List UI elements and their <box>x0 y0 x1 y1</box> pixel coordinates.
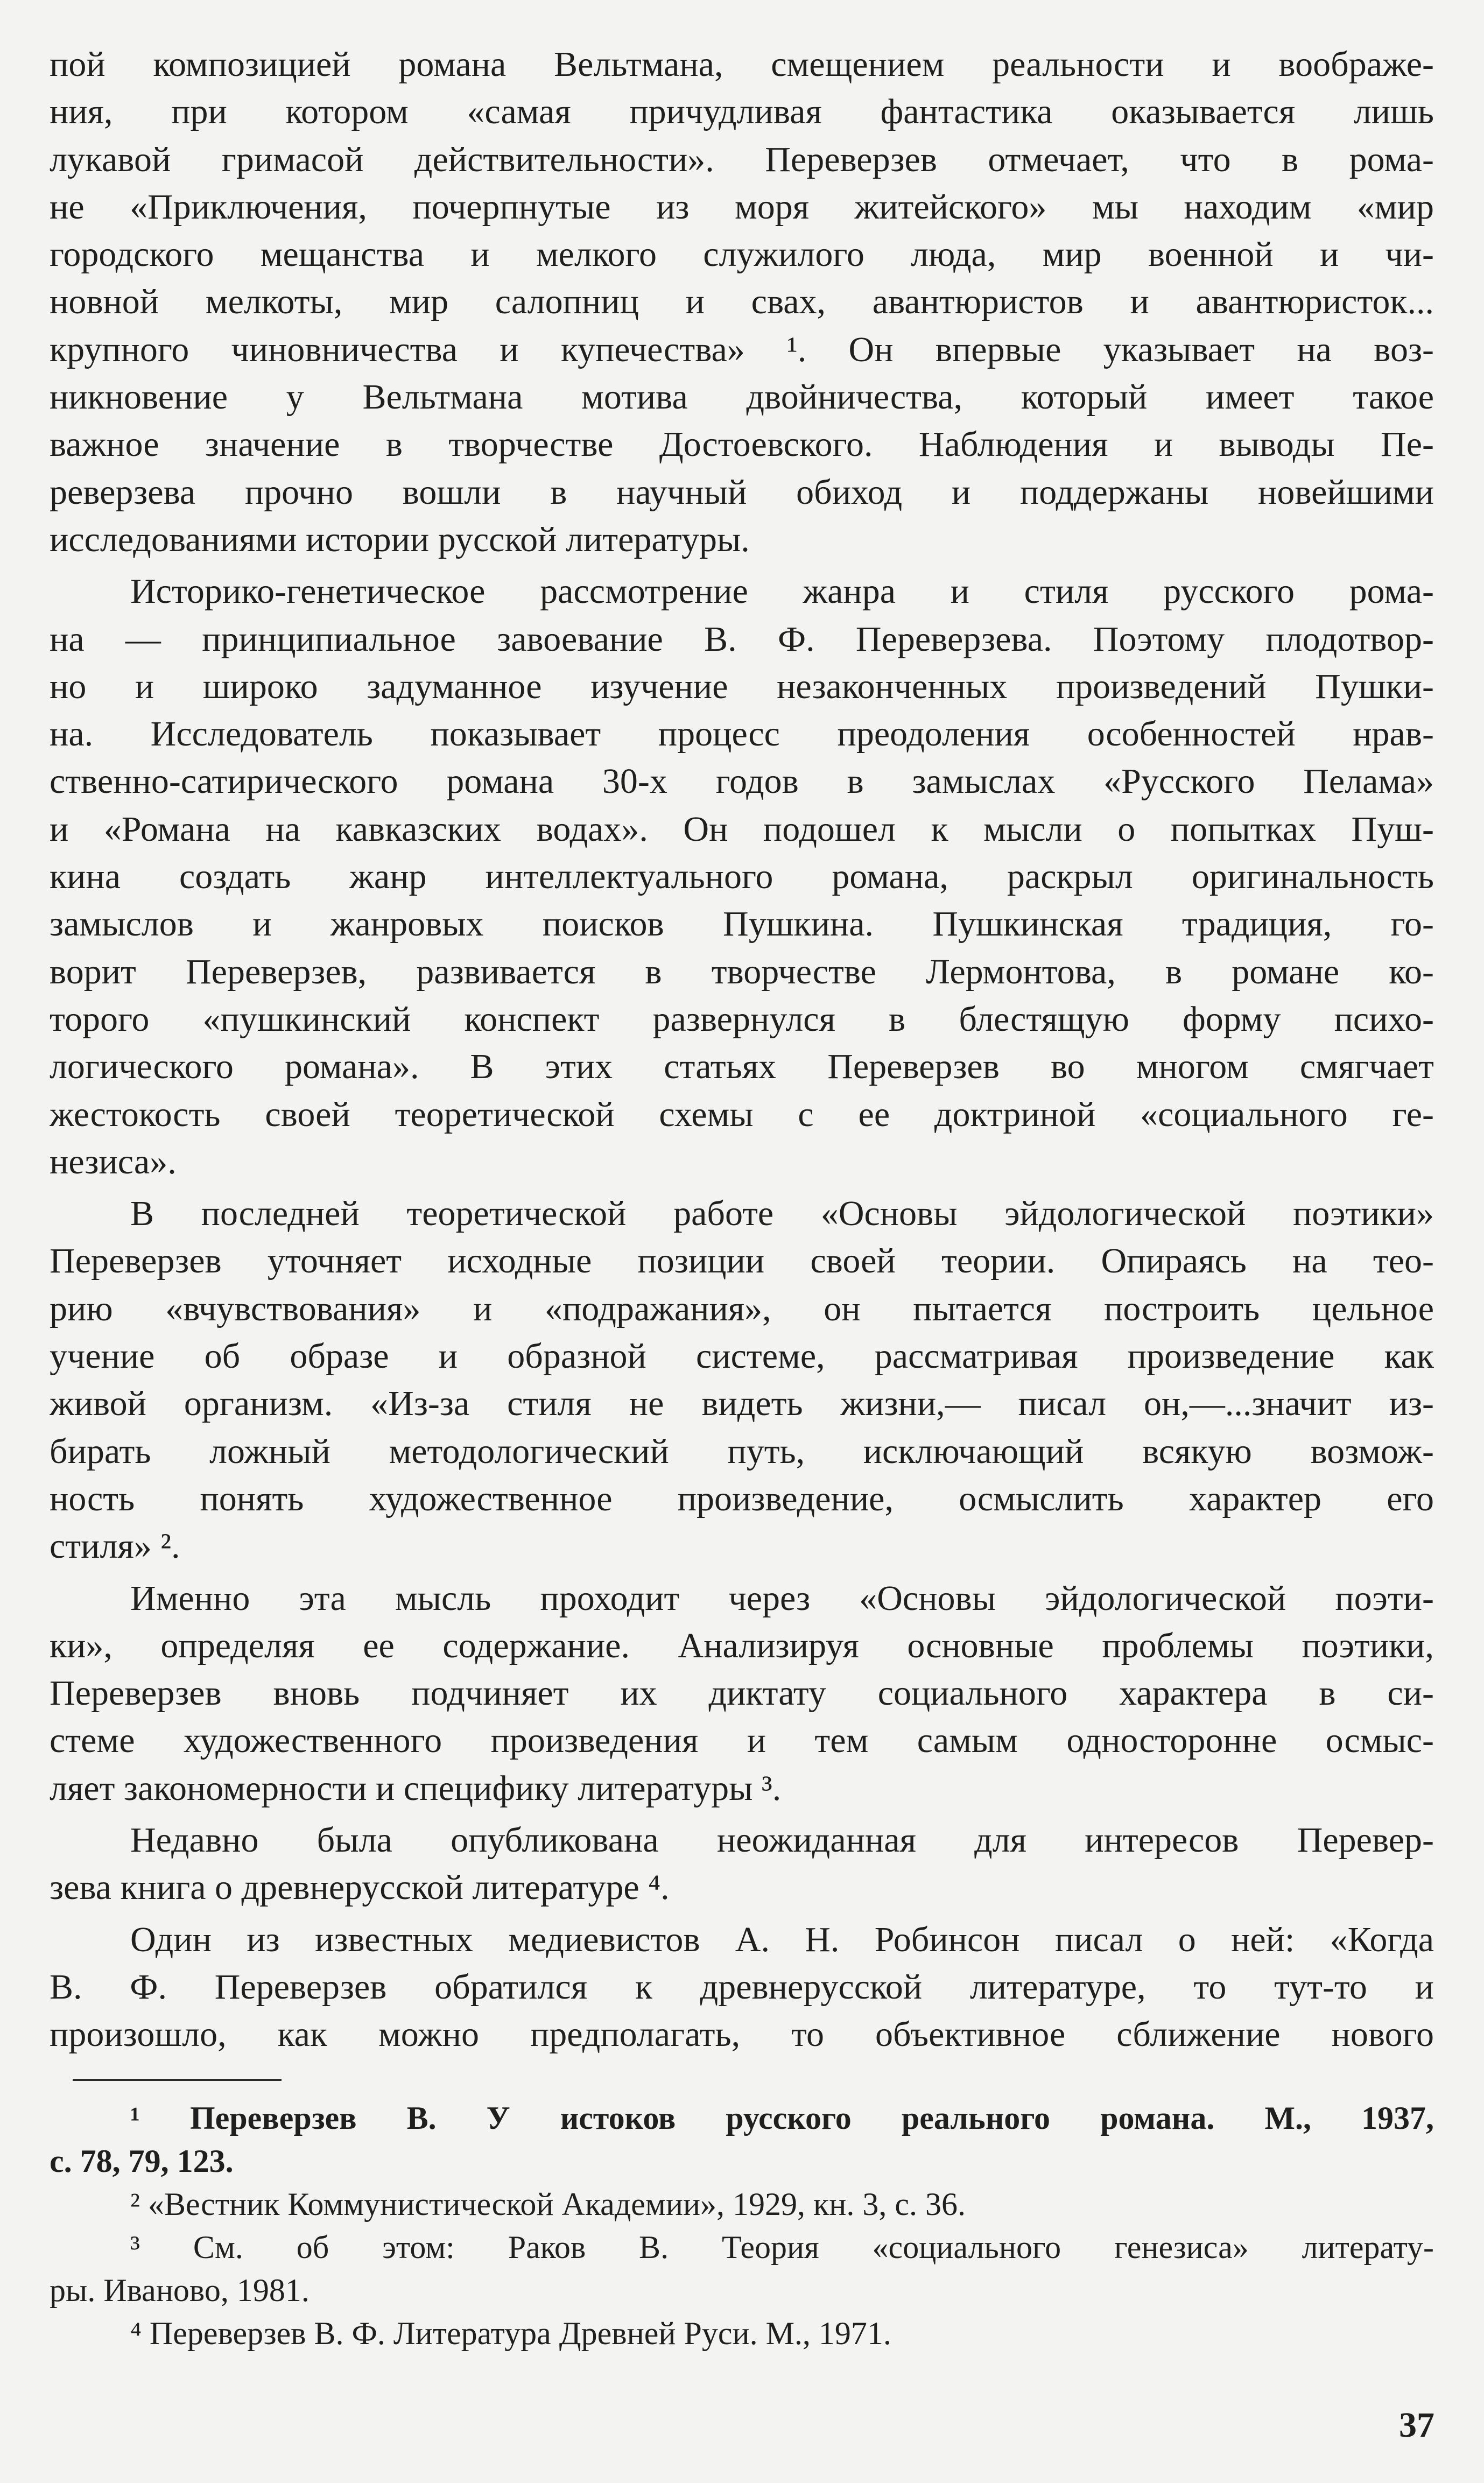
page-number: 37 <box>1399 2405 1434 2445</box>
text-line: бирать ложный методологический путь, исключающий всякую возмож- <box>50 1431 1434 1471</box>
text-line: лукавой гримасой действительности». Переверзев отмечает, что в рома- <box>50 139 1434 179</box>
text-line: Именно эта мысль проходит через «Основы эйдологической поэти- <box>130 1578 1434 1618</box>
text-line: рию «вчувствования» и «подражания», он пытается построить цельное <box>50 1289 1434 1328</box>
text-line: ственно-сатирического романа 30-х годов в замыслах «Русского Пелама» <box>50 762 1434 801</box>
paragraph <box>50 568 1434 1186</box>
text-line: реверзева прочно вошли в научный обиход и поддержаны новейшими <box>50 472 1434 512</box>
text-line: никновение у Вельтмана мотива двойничества, который имеет такое <box>50 377 1434 417</box>
footnote-divider <box>73 2079 282 2081</box>
text-line: логического романа». В этих статьях Переверзев во многом смягчает <box>50 1047 1434 1087</box>
text-line: Один из известных медиевистов А. Н. Робинсон писал о ней: «Когда <box>130 1919 1434 1959</box>
text-line: произошло, как можно предполагать, то объективное сближение нового <box>50 2015 1434 2055</box>
text-line: городского мещанства и мелкого служилого люда, мир военной и чи- <box>50 235 1434 275</box>
paragraph <box>50 41 1434 564</box>
footnote-line: ры. Иваново, 1981. <box>50 2273 310 2308</box>
paragraph <box>50 1817 1434 1912</box>
text-line: стеме художественного произведения и тем самым односторонне осмыс- <box>50 1721 1434 1761</box>
text-line: ность понять художественное произведение, осмыслить характер его <box>50 1479 1434 1518</box>
text-line: на. Исследователь показывает процесс преодоления особенностей нрав- <box>50 714 1434 754</box>
text-line: важное значение в творчестве Достоевского. Наблюдения и выводы Пе- <box>50 425 1434 465</box>
text-line: ворит Переверзев, развивается в творчестве Лермонтова, в романе ко- <box>50 952 1434 991</box>
text-line: стиля» ². <box>50 1527 180 1566</box>
text-line: живой организм. «Из-за стиля не видеть жизни,— писал он,—...значит из- <box>50 1384 1434 1424</box>
text-line: замыслов и жанровых поисков Пушкина. Пушкинская традиция, го- <box>50 904 1434 944</box>
text-line: незиса». <box>50 1142 177 1181</box>
footnote-line: ² «Вестник Коммунистической Академии», 1929, кн. 3, с. 36. <box>130 2186 966 2222</box>
text-line: кина создать жанр интеллектуального романа, раскрыл оригинальность <box>50 857 1434 897</box>
text-line: Переверзев вновь подчиняет их диктату социального характера в си- <box>50 1673 1434 1713</box>
text-line: на — принципиальное завоевание В. Ф. Переверзева. Поэтому плодотвор- <box>50 619 1434 659</box>
text-line: крупного чиновничества и купечества» ¹. Он впервые указывает на воз- <box>50 329 1434 369</box>
text-line: новной мелкоты, мир салопниц и свах, авантюристов и авантюристок... <box>50 282 1434 322</box>
text-line: Недавно была опубликована неожиданная для интересов Перевер- <box>130 1820 1434 1860</box>
text-line: учение об образе и образной системе, рассматривая произведение как <box>50 1337 1434 1376</box>
text-line: зева книга о древнерусской литературе ⁴. <box>50 1868 670 1908</box>
text-line: Историко-генетическое рассмотрение жанра и стиля русского рома- <box>130 572 1434 611</box>
text-line: В последней теоретической работе «Основы эйдологической поэтики» <box>130 1194 1434 1234</box>
text-line: ки», определяя ее содержание. Анализируя основные проблемы поэтики, <box>50 1626 1434 1665</box>
footnote-line: с. 78, 79, 123. <box>50 2143 234 2179</box>
text-line: не «Приключения, почерпнутые из моря житейского» мы находим «мир <box>50 187 1434 227</box>
text-line: В. Ф. Переверзев обратился к древнерусской литературе, то тут-то и <box>50 1967 1434 2007</box>
footnote-line: ³ См. об этом: Раков В. Теория «социального генезиса» литерату- <box>130 2229 1434 2265</box>
text-line: и «Романа на кавказских водах». Он подошел к мысли о попытках Пуш- <box>50 809 1434 849</box>
footnotes <box>50 2097 1434 2355</box>
text-line: исследованиями истории русской литературы. <box>50 519 750 559</box>
text-line: ния, при котором «самая причудливая фантастика оказывается лишь <box>50 92 1434 132</box>
text-line: торого «пушкинский конспект развернулся в блестящую форму психо- <box>50 999 1434 1039</box>
body-text <box>50 41 1434 2059</box>
text-line: но и широко задуманное изучение незаконченных произведений Пушки- <box>50 666 1434 706</box>
paragraph <box>50 1575 1434 1812</box>
text-line: пой композицией романа Вельтмана, смещением реальности и воображе- <box>50 45 1434 84</box>
text-line: ляет закономерности и специфику литературы ³. <box>50 1768 782 1808</box>
paragraph <box>50 1190 1434 1570</box>
text-line: жестокость своей теоретической схемы с ее доктриной «социального ге- <box>50 1094 1434 1134</box>
footnote-line: ¹ Переверзев В. У истоков русского реального романа. М., 1937, <box>130 2100 1434 2136</box>
text-line: Переверзев уточняет исходные позиции своей теории. Опираясь на тео- <box>50 1241 1434 1281</box>
footnote-line: ⁴ Переверзев В. Ф. Литература Древней Руси. М., 1971. <box>130 2316 891 2351</box>
paragraph <box>50 1916 1434 2059</box>
